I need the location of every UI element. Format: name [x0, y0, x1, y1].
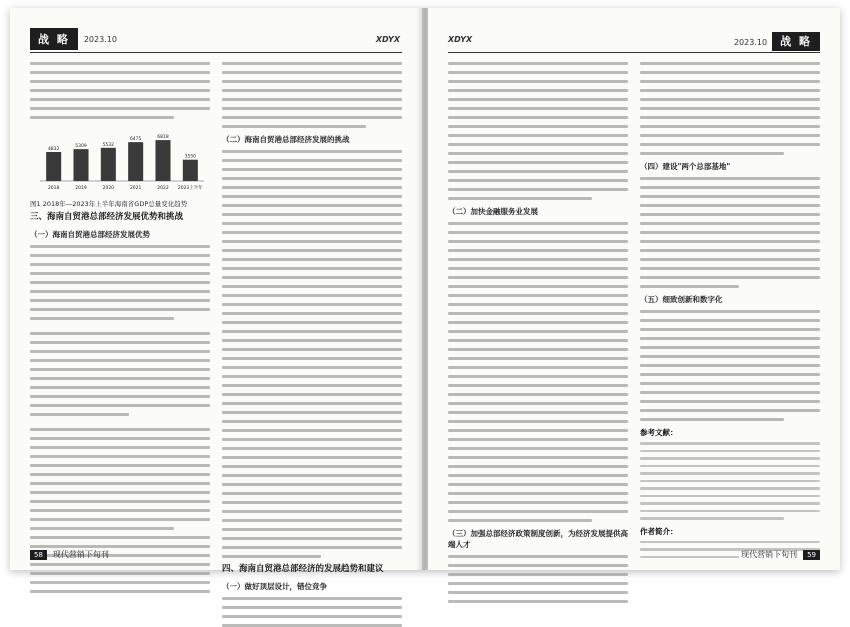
text-block	[222, 597, 402, 627]
right-header	[448, 28, 820, 50]
journal-name: 现代营销下旬刊	[741, 550, 798, 559]
category-label: 2020	[102, 186, 115, 191]
section-tag: 战 略	[30, 28, 78, 50]
brand-logo: XDYX	[375, 35, 400, 44]
right-col-1	[448, 62, 628, 549]
text-block	[222, 62, 402, 128]
text-block	[640, 62, 820, 155]
text-block	[448, 555, 628, 603]
bar-value-label: 4832	[47, 147, 60, 153]
header-rule	[448, 52, 820, 53]
page-number: 59	[803, 550, 820, 560]
chart-bar	[155, 140, 170, 181]
subsection-title: （一）海南自贸港总部经济发展优势	[30, 230, 150, 239]
text-block	[448, 222, 628, 522]
left-col-2	[222, 62, 402, 591]
subsection-title: （四）建设"两个总部基地"	[640, 162, 731, 171]
text-block	[30, 62, 210, 119]
chart-svg	[30, 125, 210, 195]
category-label: 2018	[47, 186, 60, 191]
text-block	[640, 177, 820, 288]
left-footer	[30, 549, 109, 560]
text-block	[640, 310, 820, 421]
gdp-bar-chart	[30, 125, 210, 195]
subsection-title: （二）加快金融服务业发展	[448, 207, 538, 216]
bar-value-label: 6475	[129, 137, 142, 143]
journal-name: 现代营销下旬刊	[52, 550, 109, 559]
section-tag: 战 略	[772, 32, 820, 51]
chart-bar	[128, 142, 143, 181]
bar-value-label: 6818	[157, 135, 169, 141]
category-label: 2019	[75, 186, 87, 191]
subsection-title: （五）细致创新和数字化	[640, 295, 723, 304]
left-col-1	[30, 62, 210, 544]
brand-logo: XDYX	[448, 34, 473, 44]
bar-value-label: 3550	[184, 154, 197, 160]
right-page	[428, 8, 840, 570]
chart-bar	[73, 149, 88, 181]
section-title: 三、海南自贸港总部经济发展优势和挑战	[30, 212, 184, 222]
right-columns	[448, 62, 820, 549]
bar-value-label: 5532	[102, 142, 115, 148]
text-block	[30, 245, 210, 593]
subsection-title: （三）加强总部经济政策制度创新，为经济发展提供高端人才	[448, 529, 628, 549]
page-number: 58	[30, 550, 47, 560]
text-block	[448, 62, 628, 200]
issue-date: 2023.10	[733, 37, 768, 47]
references-list	[640, 442, 820, 520]
section-title: 四、海南自贸港总部经济的发展趋势和建议	[222, 564, 384, 574]
right-col-2	[640, 62, 820, 544]
text-block	[222, 150, 402, 558]
issue-date: 2023.10	[83, 34, 117, 44]
bar-value-label: 5309	[75, 144, 87, 150]
subsection-title: （二）海南自贸港总部经济发展的挑战	[222, 135, 350, 144]
left-page	[10, 8, 422, 591]
chart-bar	[183, 160, 198, 181]
right-footer	[741, 549, 820, 560]
category-label: 2021	[129, 186, 142, 191]
left-header	[30, 28, 402, 50]
chart-bar	[46, 152, 61, 181]
references-title: 参考文献：	[640, 428, 678, 437]
category-label: 2023上半年	[177, 186, 203, 191]
magazine-spread	[10, 8, 840, 591]
chart-caption: 图1 2018年—2023年上半年海南省GDP总量变化趋势	[30, 200, 188, 208]
author-title: 作者简介：	[640, 526, 678, 536]
subsection-title: （一）做好顶层设计，错位竞争	[222, 582, 327, 591]
header-rule	[30, 52, 402, 53]
category-label: 2022	[157, 186, 169, 191]
chart-bar	[101, 148, 116, 181]
